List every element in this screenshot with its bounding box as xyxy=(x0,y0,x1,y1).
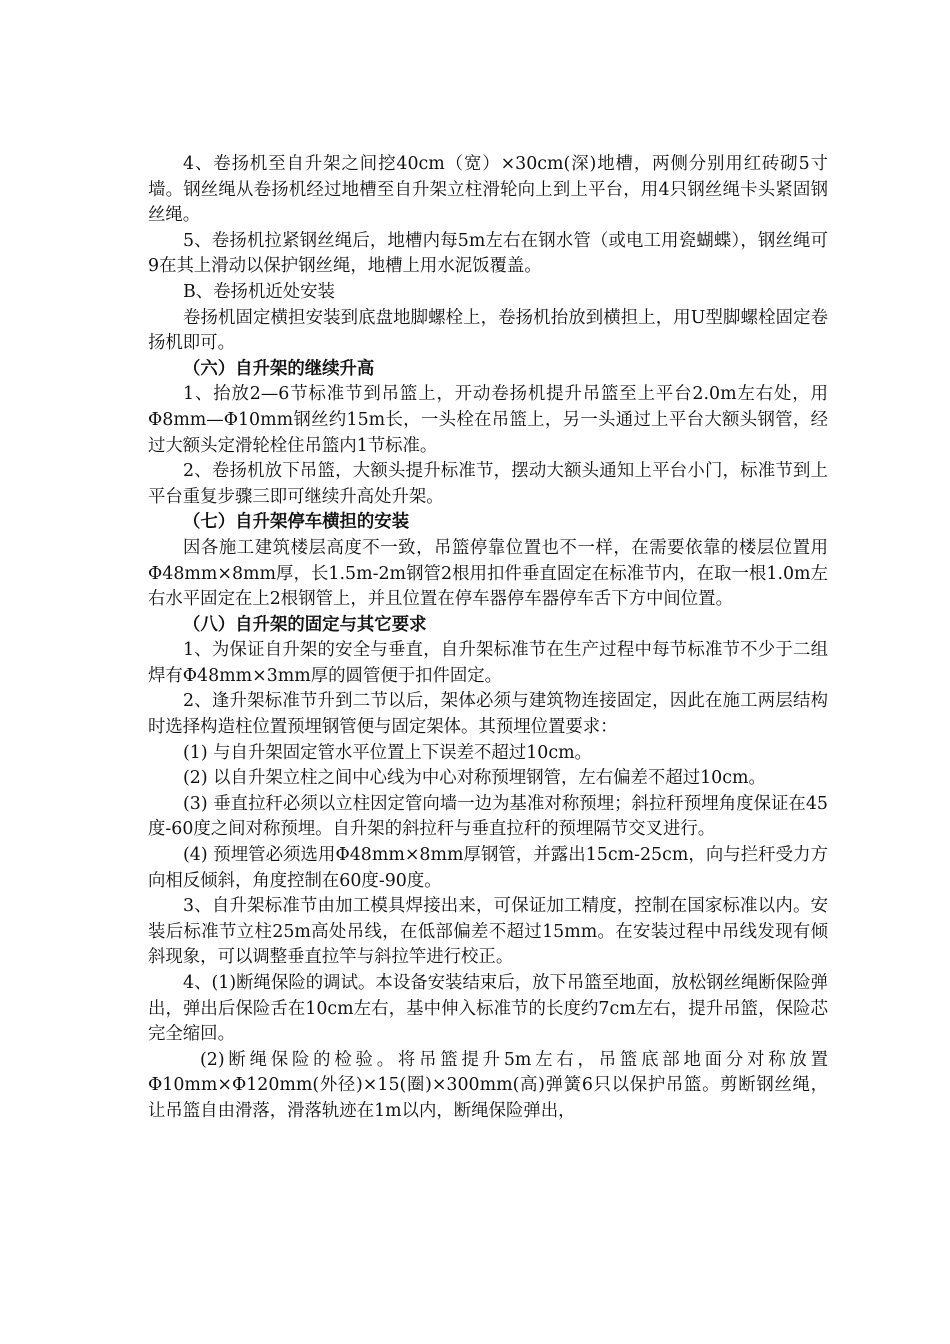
paragraph-safety-test-2: (2)断绳保险的检验。将吊篮提升5m左右，吊篮底部地面分对称放置Φ10mm×Φ120mm(外径)×15(圈)×300mm(高)弹簧6只以保护吊篮。剪断钢丝绳，让吊篮自由滑落，滑落轨迹在1m以内，断绳保险弹出， xyxy=(148,1049,828,1121)
paragraph-nearby-install: 卷扬机固定横担安装到底盘地脚螺栓上，卷扬机抬放到横担上，用U型脚螺栓固定卷扬机即可。 xyxy=(148,307,828,354)
paragraph-fixing-2: 2、逢升架标准节升到二节以后，架体必须与建筑物连接固定，因此在施工两层结构时选择构造柱位置预埋钢管便与固定架体。其预埋位置要求： xyxy=(148,691,828,738)
paragraph-requirement-4: (4) 预埋管必须选用Φ48mm×8mm厚钢管，并露出15cm-25cm，向与拦秆受力方向相反倾斜，角度控制在60度-90度。 xyxy=(148,845,828,891)
paragraph-winch-trench: 4、卷扬机至自升架之间挖40cm（宽）×30cm(深)地槽，两侧分别用红砖砌5寸墙。钢丝绳从卷扬机经过地槽至自升架立柱滑轮向上到上平台，用4只钢丝绳卡头紧固钢丝绳。 xyxy=(148,154,828,226)
paragraph-rope-protection: 5、卷扬机拉紧钢丝绳后，地槽内每5m左右在钢水管（或电工用瓷蝴蝶），钢丝绳可9在其上滑动以保护钢丝绳，地槽上用水泥饭覆盖。 xyxy=(148,230,828,277)
paragraph-raise-step-2: 2、卷扬机放下吊篮，大额头提升标准节，摆动大额头通知上平台小门，标准节到上平台重复步骤三即可继续升高处升架。 xyxy=(148,461,828,507)
paragraph-fixing-1: 1、为保证自升架的安全与垂直，自升架标准节在生产过程中每节标准节不少于二组焊有Φ48mm×3mm厚的圆管便于扣件固定。 xyxy=(148,640,828,686)
section-heading-7: （七）自升架停车横担的安装 xyxy=(183,512,410,533)
document-body xyxy=(148,152,828,1125)
paragraph-safety-test-1: 4、(1)断绳保险的调试。本设备安装结束后，放下吊篮至地面，放松钢丝绳断保险弹出，弹出后保险舌在10cm左右，基中伸入标准节的长度约7cm左右，提升吊篮，保险芯完全缩回。 xyxy=(148,973,828,1045)
paragraph-raise-step-1: 1、抬放2—6节标准节到吊篮上，开动卷扬机提升吊篮至上平台2.0m左右处，用Φ8mm—Φ10mm钢丝约15m长，一头栓在吊篮上，另一头通过上平台大额头钢管，经过大额头定滑轮栓住吊篮内1节标准。 xyxy=(148,384,828,456)
section-heading-6: （六）自升架的继续升高 xyxy=(183,358,375,379)
paragraph-requirement-3: (3) 垂直拉秆必须以立柱因定管向墙一边为基准对称预埋；斜拉秆预埋角度保证在45度-60度之间对称预埋。自升架的斜拉秆与垂直拉秆的预埋隔节交叉进行。 xyxy=(148,793,828,840)
paragraph-requirement-2: (2) 以自升架立柱之间中心线为中心对称预埋钢管，左右偏差不超过10cm。 xyxy=(183,768,766,789)
paragraph-parking-beam: 因各施工建筑楼层高度不一致，吊篮停靠位置也不一样，在需要依靠的楼层位置用Φ48mm×8mm厚，长1.5m-2m钢管2根用扣件垂直固定在标准节内，在取一根1.0m左右水平固定在上2根钢管上，并且位置在停车器停车器停车舌下方中间位置。 xyxy=(148,537,828,610)
paragraph-fixing-3: 3、自升架标准节由加工模具焊接出来，可保证加工精度，控制在国家标准以内。安装后标准节立柱25m高处吊线，在低部偏差不超过15mm。在安装过程中吊线发现有倾斜现象，可以调整垂直拉竿与斜拉竿进行校正。 xyxy=(148,896,828,968)
paragraph-requirement-1: (1) 与自升架固定管水平位置上下误差不超过10cm。 xyxy=(183,742,592,763)
section-heading-8: （八）自升架的固定与其它要求 xyxy=(183,614,427,635)
paragraph-nearby-install-title: B、卷扬机近处安装 xyxy=(183,281,335,302)
